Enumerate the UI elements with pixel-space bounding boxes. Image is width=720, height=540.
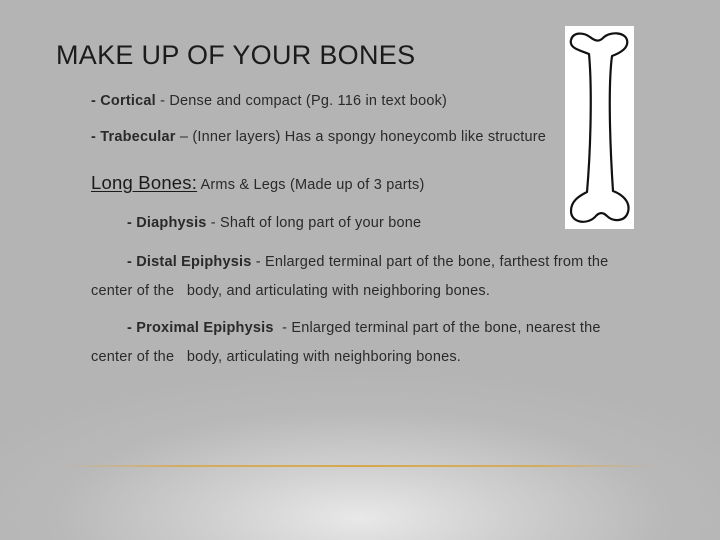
distal-term: - Distal Epiphysis — [127, 254, 252, 270]
trabecular-term: - Trabecular — [91, 129, 176, 145]
cortical-desc: - Dense and compact (Pg. 116 in text book) — [155, 93, 448, 109]
cortical-term: - Cortical — [91, 93, 156, 109]
distal-line — [127, 254, 608, 270]
trabecular-line — [91, 129, 546, 145]
bone-drawing-icon — [565, 26, 634, 229]
proximal-desc: - Enlarged terminal part of the bone, nearest the — [273, 320, 601, 336]
bone-image — [565, 26, 634, 229]
distal-cont: center of the body, and articulating with neighboring bones. — [91, 283, 491, 299]
trabecular-desc: – (Inner layers) Has a spongy honeycomb like structure — [175, 129, 547, 145]
slide-title: MAKE UP OF YOUR BONES — [56, 40, 416, 70]
distal-desc: - Enlarged terminal part of the bone, farthest from the — [251, 254, 609, 270]
diaphysis-desc: - Shaft of long part of your bone — [206, 215, 422, 231]
diaphysis-term: - Diaphysis — [127, 215, 207, 231]
long-bones-desc: Arms & Legs (Made up of 3 parts) — [197, 177, 425, 193]
proximal-term: - Proximal Epiphysis — [127, 320, 274, 336]
long-bones-term: Long Bones: — [91, 172, 198, 193]
proximal-line — [127, 320, 601, 336]
cortical-line — [91, 93, 447, 109]
long-bones-line — [91, 172, 425, 194]
proximal-cont: center of the body, articulating with neighboring bones. — [91, 349, 462, 365]
accent-divider — [60, 465, 660, 467]
diaphysis-line — [127, 215, 421, 231]
